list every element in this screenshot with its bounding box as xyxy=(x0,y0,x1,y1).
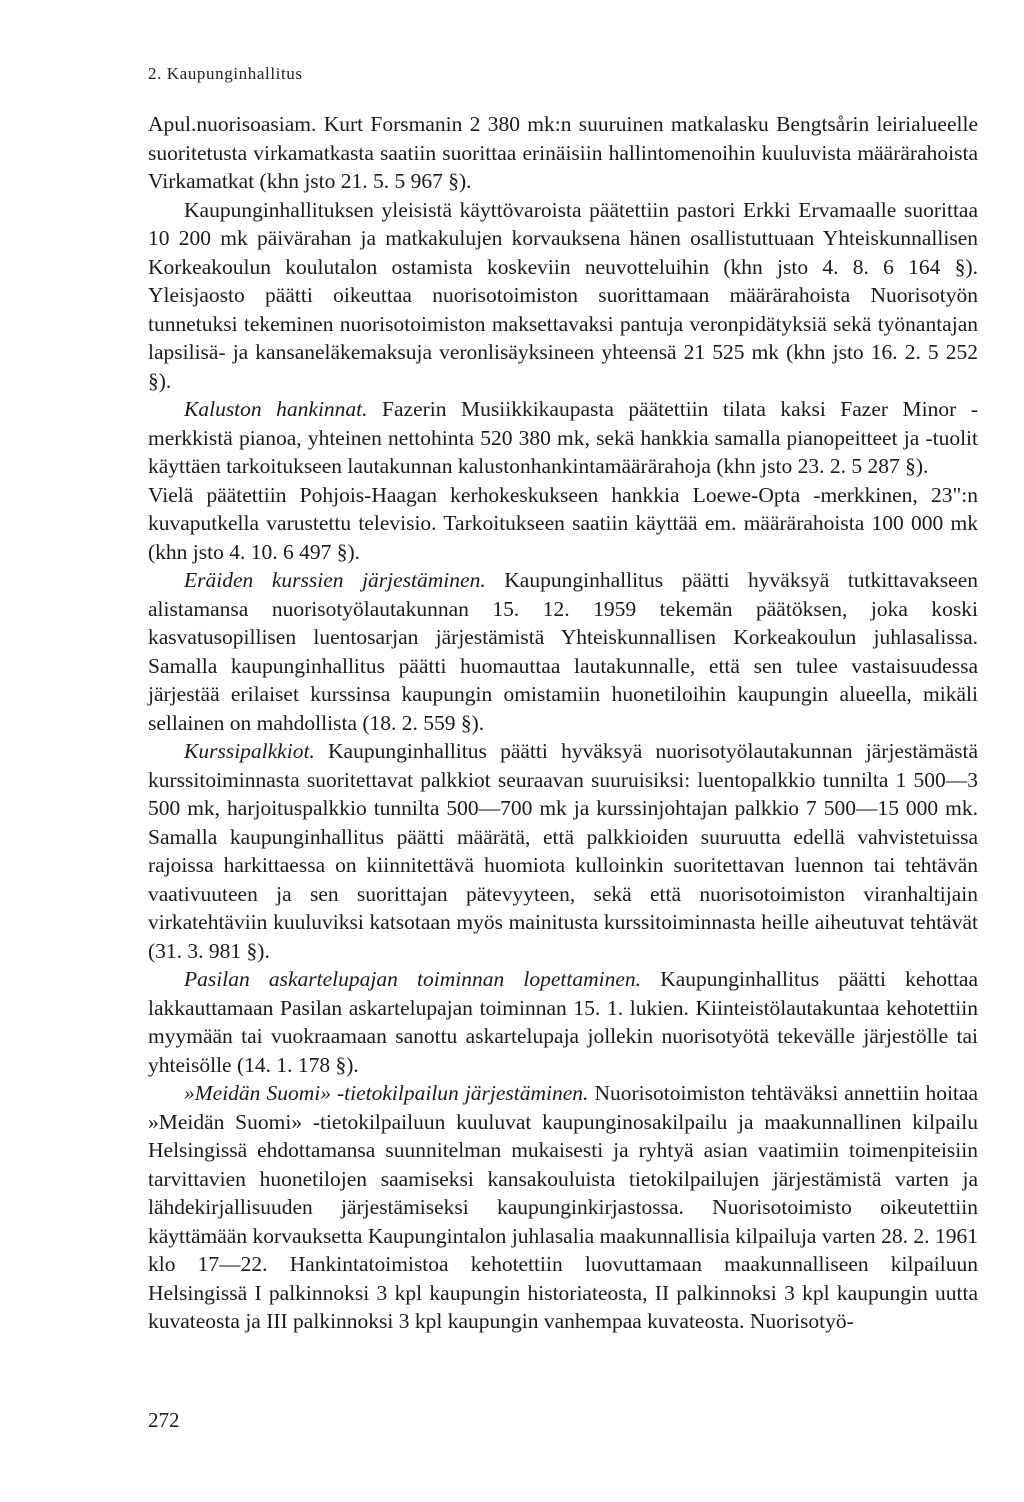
paragraph-text: Kaupunginhallitus päätti hyväksyä tutkittavakseen alistamansa nuorisotyölautakunnan 15. 12. 1959 tekemän päätöksen, joka koski kasvatusopillisen luentosarjan järjestämistä Yhteiskunnallisen Korkeakoulun juhlasalissa. Samalla kaupunginhallitus päätti huomauttaa lautakunnalle, että sen tulee vastaisuudessa järjestää erilaiset kurssinsa kaupungin omistamiin huonetiloihin kaupungin alueella, mikäli sellainen on mahdollista (18. 2. 559 §). xyxy=(148,568,978,735)
paragraph-heading: »Meidän Suomi» -tietokilpailun järjestäminen. xyxy=(184,1081,589,1105)
paragraph-heading: Kaluston hankinnat. xyxy=(184,397,368,421)
paragraph xyxy=(148,737,978,965)
paragraph-text: Apul.nuorisoasiam. Kurt Forsmanin 2 380 mk:n suuruinen matkalasku Bengtsårin leirialueelle suoritetusta virkamatkasta saatiin suorittaa erinäisiin hallintomenoihin kuuluvista määrärahoista Virkamatkat (khn jsto 21. 5. 5 967 §). xyxy=(148,112,978,193)
paragraph xyxy=(148,110,978,196)
paragraph-heading: Pasilan askartelupajan toiminnan lopettaminen. xyxy=(184,967,642,991)
body-text xyxy=(148,110,978,1336)
paragraph xyxy=(148,1079,978,1336)
paragraph-text: Kaupunginhallituksen yleisistä käyttövaroista päätettiin pastori Erkki Ervamaalle suorittaa 10 200 mk päivärahan ja matkakulujen korvauksena hänen osallistuttuaan Yhteiskunnallisen Korkeakoulun koulutalon ostamista koskeviin neuvotteluihin (khn jsto 4. 8. 6 164 §). Yleisjaosto päätti oikeuttaa nuorisotoimiston suorittamaan määrärahoista Nuorisotyön tunnetuksi tekeminen nuorisotoimiston maksettavaksi pantuja veronpidätyksiä sekä työnantajan lapsilisä- ja kansaneläkemaksuja veronlisäyksineen yhteensä 21 525 mk (khn jsto 16. 2. 5 252 §). xyxy=(148,197,978,393)
page-number: 272 xyxy=(148,1408,180,1432)
paragraph xyxy=(148,566,978,737)
running-head: 2. Kaupunginhallitus xyxy=(148,64,303,83)
paragraph-text: Fazerin Musiikkikaupasta päätettiin tilata kaksi Fazer Minor -merkkistä pianoa, yhteinen nettohinta 520 380 mk, sekä hankkia samalla pianopeitteet ja -tuolit käyttäen tarkoitukseen lautakunnan kalustonhankintamäärärahoja (khn jsto 23. 2. 5 287 §). xyxy=(148,397,978,478)
paragraph-text: Vielä päätettiin Pohjois-Haagan kerhokeskukseen hankkia Loewe-Opta -merkkinen, 23":n kuvaputkella varustettu televisio. Tarkoitukseen saatiin käyttää em. määrärahoista 100 000 mk (khn jsto 4. 10. 6 497 §). xyxy=(148,482,978,564)
paragraph xyxy=(148,965,978,1079)
paragraph-text: Nuorisotoimiston tehtäväksi annettiin hoitaa »Meidän Suomi» -tietokilpailuun kuuluvat kaupunginosakilpailu ja maakunnallinen kilpailu Helsingissä ehdottamansa suunnitelman mukaisesti ja ryhtyä asian vaatimiin toimenpiteisiin tarvittavien huonetilojen saamiseksi kansakouluista tietokilpailujen järjestämistä varten ja lähdekirjallisuuden järjestämiseksi kaupunginkirjastossa. Nuorisotoimisto oikeutettiin käyttämään korvauksetta Kaupungintalon juhlasalia maakunnallisia kilpailuja varten 28. 2. 1961 klo 17—22. Hankintatoimistoa kehotettiin luovuttamaan maakunnalliseen kilpailuun Helsingissä I palkinnoksi 3 kpl kaupungin historiateosta, II palkinnoksi 3 kpl kaupungin uutta kuvateosta ja III palkinnoksi 3 kpl kaupungin vanhempaa kuvateosta. Nuorisotyö- xyxy=(148,1081,978,1333)
paragraph-heading: Eräiden kurssien järjestäminen. xyxy=(184,568,486,592)
paragraph-text: Kaupunginhallitus päätti hyväksyä nuorisotyölautakunnan järjestämästä kurssitoiminnasta suoritettavat palkkiot seuraavan suuruisiksi: luentopalkkio tunnilta 1 500—3 500 mk, harjoituspalkkio tunnilta 500—700 mk ja kurssinjohtajan palkkio 7 500—15 000 mk. Samalla kaupunginhallitus päätti määrätä, että palkkioiden suuruutta edellä vahvistetuissa rajoissa harkittaessa on kiinnitettävä huomiota kulloinkin suoritettavan luennon tai tehtävän vaativuuteen ja sen suorittajan pätevyyteen, sekä että nuorisotoimiston viranhaltijain virkatehtäviin kuuluviksi katsotaan myös mainitusta kurssitoiminnasta heille aiheutuvat tehtävät (31. 3. 981 §). xyxy=(148,739,978,963)
paragraph xyxy=(148,395,978,481)
paragraph xyxy=(148,196,978,396)
paragraph-text: Kaupunginhallitus päätti kehottaa lakkauttamaan Pasilan askartelupajan toiminnan 15. 1. lukien. Kiinteistölautakuntaa kehotettiin myymään tai vuokraamaan sanottu askartelupaja jollekin nuorisotyötä tekevälle järjestölle tai yhteisölle (14. 1. 178 §). xyxy=(148,967,978,1077)
paragraph-heading: Kurssipalkkiot. xyxy=(184,739,315,763)
paragraph xyxy=(148,481,978,567)
